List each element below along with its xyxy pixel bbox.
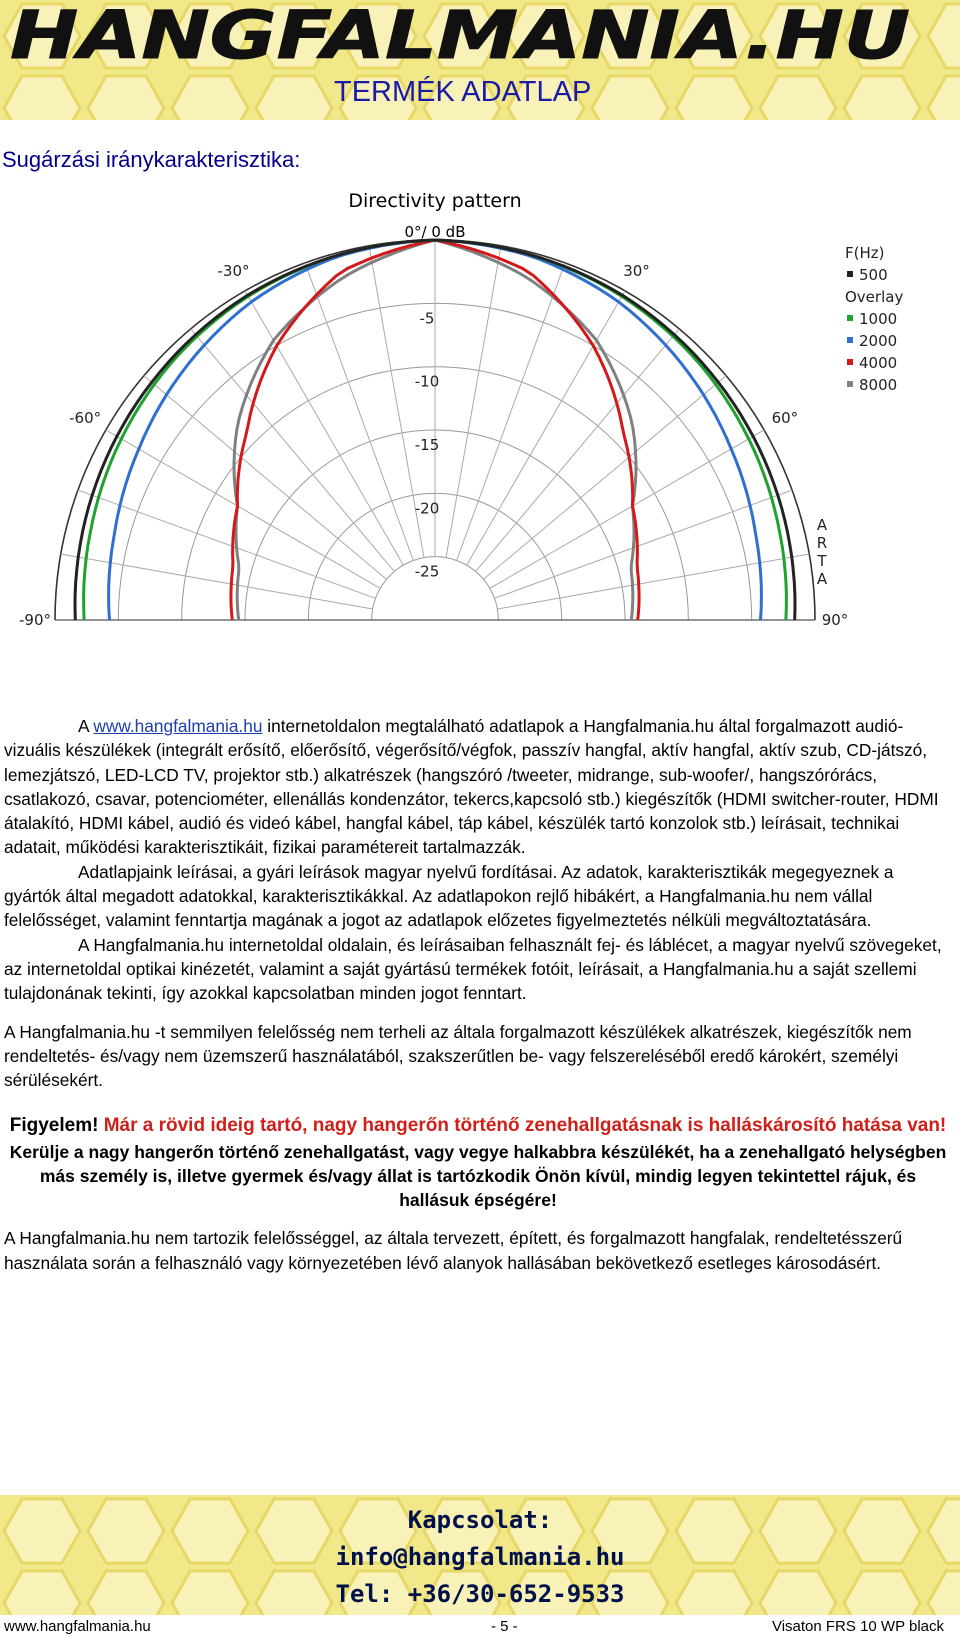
- legend-header: F(Hz): [845, 244, 885, 262]
- side-label-letter: A: [816, 570, 828, 588]
- intro-rest: internetoldalon megtalálható adatlapok a Hangfalmania.hu által forgalmazott audió-vizuális készülékek (integrált erősítő, előerősítő, végerősítő/végfok, passzív hangfal, aktív hangfal, aktív szub, CD-játszó, lemezjátszó, LED-LCD TV, projektor stb.) alkatrészek (hangszóró /tweeter, midrange, sub-woofer/, hangszórórács, csatlakozó, csavar, potenciométer, ellenállás kondenzátor, tekercs,kapcsoló stb.) kiegészítők (HDMI switcher-router, HDMI átalakító, HDMI kábel, audió és videó kábel, hangfal kábel, táp kábel, készülék tartó konzolok stb.) leírásait, technikai adatait, működési karakterisztikáit, fizikai paramétereit tartalmazzák.: [4, 716, 939, 858]
- chart-title: Directivity pattern: [348, 190, 522, 212]
- grid-spoke: [144, 376, 387, 580]
- grid-spoke: [476, 329, 680, 572]
- legend-swatch: [847, 337, 853, 343]
- grid-spoke: [484, 376, 727, 580]
- paragraph-intro: [4, 714, 952, 860]
- contact-block: [0, 1502, 960, 1613]
- sheet-title: TERMÉK ADATLAP: [334, 76, 592, 108]
- legend-swatch: [847, 271, 853, 277]
- contact-phone: Tel: +36/30-652-9533: [335, 1580, 625, 1608]
- footer-website[interactable]: www.hangfalmania.hu: [4, 1618, 151, 1635]
- angle-label: 90°: [821, 611, 849, 629]
- footer-product: Visaton FRS 10 WP black: [771, 1618, 944, 1635]
- grid-spoke: [78, 490, 376, 598]
- legend-entry-4000: 4000: [859, 354, 898, 372]
- grid-spoke: [191, 329, 395, 572]
- svg-text:HANGFALMANIA.HU: HANGFALMANIA.HU: [10, 0, 910, 70]
- grid-spoke: [446, 246, 501, 558]
- warning-advice: Kerülje a nagy hangerőn történő zenehallgatást, vagy vegye halkabbra készülékét, ha a zenehallgató helységben más személy is, illetve gyermek és/vagy állat is tartózkodik Önön kívül, mindig legyen tekintettel rájuk, és hallásuk épségére!: [9, 1142, 947, 1211]
- website-link[interactable]: www.hangfalmania.hu: [93, 716, 263, 736]
- db-label: -5: [419, 309, 435, 328]
- legend-swatch: [847, 315, 853, 321]
- legend-entry-2000: 2000: [859, 332, 898, 350]
- chart-top-label: 0°/ 0 dB: [404, 223, 466, 241]
- contact-email[interactable]: info@hangfalmania.hu: [335, 1543, 625, 1571]
- legend-entry-500: 500: [859, 266, 888, 284]
- page-header: [0, 0, 960, 120]
- legend-swatch: [847, 381, 853, 387]
- legend-entry-1000: 1000: [859, 310, 898, 328]
- page-number: - 5 -: [491, 1618, 518, 1635]
- hangfalmania-logo: [0, 0, 920, 70]
- contact-label: Kapcsolat:: [407, 1506, 553, 1534]
- warning-block: [4, 1114, 952, 1138]
- db-label: -10: [414, 372, 440, 391]
- legend-entry-8000: 8000: [859, 376, 898, 394]
- legend-swatch: [847, 359, 853, 365]
- side-label-letter: T: [817, 552, 827, 570]
- angle-label: -60°: [69, 409, 102, 427]
- grid-spoke: [457, 263, 565, 561]
- body-text: [4, 714, 952, 1275]
- section-heading: Sugárzási iránykarakterisztika:: [2, 147, 301, 172]
- side-label-letter: A: [816, 516, 828, 534]
- db-label: -25: [414, 562, 440, 581]
- side-label-letter: R: [816, 534, 828, 552]
- grid-spoke: [305, 263, 413, 561]
- db-label: -20: [414, 499, 440, 518]
- paragraph-copyright: A Hangfalmania.hu internetoldal oldalain, és leírásaiban felhasznált fej- és láblécet, a magyar nyelvű szövegeket, az internetoldal optikai kinézetét, valamint a saját gyártású termékek fotóit, leírásait, a Hangfalmania.hu a saját szellemi tulajdonának tekinti, így azokkal kapcsolatban minden jogot fenntart.: [4, 934, 942, 1004]
- legend-overlay-label: Overlay: [845, 288, 904, 306]
- angle-label: 30°: [623, 261, 650, 280]
- angle-label: -90°: [19, 611, 51, 629]
- directivity-chart: [0, 185, 920, 665]
- paragraph-liability: A Hangfalmania.hu -t semmilyen felelősség nem terheli az általa forgalmazott készülékek alkatrészek, kiegészítők nem rendeltetés- és/vagy nem üzemszerű használatából, szakszerűtlen be- vagy felszereléséből eredő károkért, személyi sérülésekért.: [4, 1021, 912, 1091]
- warning-label: Figyelem!: [9, 1115, 99, 1137]
- angle-label: 60°: [771, 409, 799, 427]
- grid-spoke: [495, 490, 793, 598]
- paragraph-hearing-disclaimer: A Hangfalmania.hu nem tartozik felelősséggel, az általa tervezett, épített, és forgalmazott hangfalak, rendeltetésszerű használata során a felhasználó vagy környezetében lévő alanyok hallásában bekövetkező esetleges károsodásért.: [4, 1228, 903, 1273]
- paragraph-translation: Adatlapjaink leírásai, a gyári leírások magyar nyelvű fordításai. Az adatok, karakterisztikák megegyeznek a gyártók által megadott adatokkal, karakterisztikákkal. Az adatlapokon rejlő hibákért, a Hangfalmania.hu nem vállal felelősséget, valamint fenntartja magának a jogot az adatlapok előzetes figyelmeztetés nélküli megváltoztatására.: [4, 861, 894, 931]
- intro-prefix: A: [78, 716, 94, 736]
- warning-red-text: Már a rövid ideig tartó, nagy hangerőn történő zenehallgatásnak is halláskárosító hatása van!: [103, 1115, 947, 1137]
- db-label: -15: [414, 436, 440, 454]
- angle-label: -30°: [217, 261, 250, 280]
